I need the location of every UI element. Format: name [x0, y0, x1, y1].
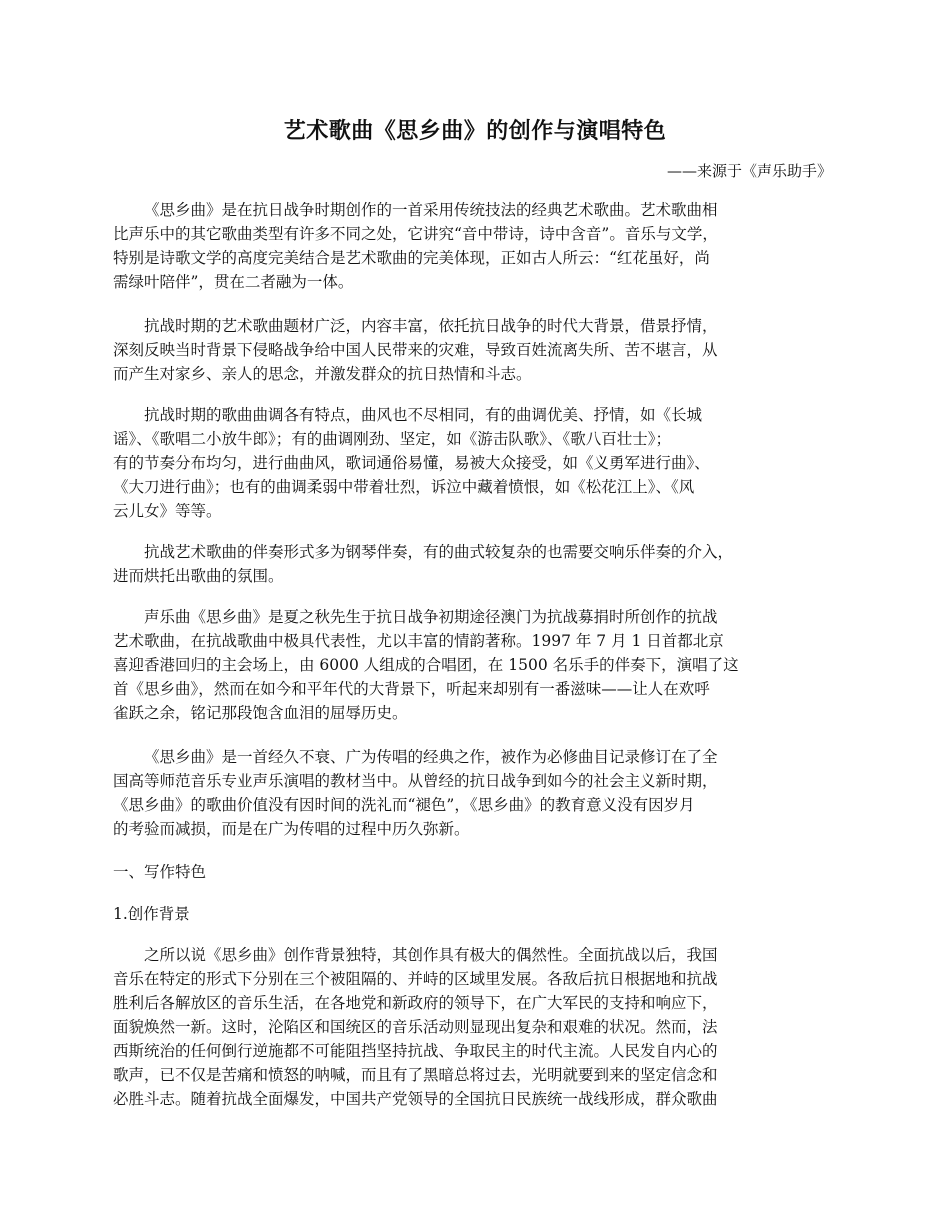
- paragraph-line: 抗战艺术歌曲的伴奏形式多为钢琴伴奏，有的曲式较复杂的也需要交响乐伴奏的介入，: [144, 543, 734, 561]
- paragraph-line: 特别是诗歌文学的高度完美结合是艺术歌曲的完美体现，正如古人所云：“红花虽好，尚: [113, 249, 710, 267]
- paragraph-4: [113, 540, 848, 588]
- paragraph-5: [113, 605, 848, 725]
- paragraph-line: 首《思乡曲》，然而在如今和平年代的大背景下，听起来却别有一番滋味——让人在欢呼: [113, 680, 710, 698]
- paragraph-line: 歌声，已不仅是苦痛和愤怒的呐喊，而且有了黑暗总将过去，光明就要到来的坚定信念和: [113, 1066, 718, 1084]
- paragraph-1: [113, 198, 848, 294]
- paragraph-line: 云儿女》等等。: [113, 502, 222, 520]
- paragraph-line: 有的节奏分布均匀，进行曲曲风，歌词通俗易懂，易被大众接受，如《义勇军进行曲》、: [113, 454, 710, 472]
- paragraph-line: 需绿叶陪伴”，贯在二者融为一体。: [113, 273, 354, 291]
- paragraph-line: 而产生对家乡、亲人的思念，并激发群众的抗日热情和斗志。: [113, 365, 532, 383]
- paragraph-6: [113, 745, 848, 841]
- paragraph-line: 音乐在特定的形式下分别在三个被阻隔的、并峙的区域里发展。各敌后抗日根据地和抗战: [113, 970, 718, 988]
- paragraph-2: [113, 314, 848, 386]
- document-title: 艺术歌曲《思乡曲》的创作与演唱特色: [283, 119, 667, 144]
- paragraph-line: 西斯统治的任何倒行逆施都不可能阻挡坚持抗战、争取民主的时代主流。人民发自内心的: [113, 1042, 718, 1060]
- source-attribution: ——来源于《声乐助手》: [666, 162, 832, 180]
- paragraph-line: 雀跃之余，铭记那段饱含血泪的屈辱历史。: [113, 704, 408, 722]
- paragraph-line: 胜利后各解放区的音乐生活，在各地党和新政府的领导下，在广大军民的支持和响应下，: [113, 994, 718, 1012]
- paragraph-line: 《思乡曲》的歌曲价值没有因时间的洗礼而“褪色”，《思乡曲》的教育意义没有因岁月: [113, 796, 695, 814]
- paragraph-line: 艺术歌曲，在抗战歌曲中极具代表性，尤以丰富的情韵著称。1997 年 7 月 1 日首都北京: [113, 632, 724, 650]
- paragraph-7: [113, 943, 848, 1111]
- paragraph-line: 声乐曲《思乡曲》是夏之秋先生于抗日战争初期途径澳门为抗战募捐时所创作的抗战: [144, 608, 718, 626]
- paragraph-line: 比声乐中的其它歌曲类型有许多不同之处，它讲究“音中带诗，诗中含音”。音乐与文学，: [113, 225, 718, 243]
- paragraph-line: 抗战时期的歌曲曲调各有特点，曲风也不尽相同，有的曲调优美、抒情，如《长城: [144, 406, 703, 424]
- paragraph-line: 喜迎香港回归的主会场上，由 6000 人组成的合唱团，在 1500 名乐手的伴奏下，演唱了这: [113, 656, 739, 674]
- paragraph-line: 进而烘托出歌曲的氛围。: [113, 567, 284, 585]
- section-heading: 一、写作特色: [113, 863, 207, 881]
- paragraph-line: 国高等师范音乐专业声乐演唱的教材当中。从曾经的抗日战争到如今的社会主义新时期，: [113, 772, 718, 790]
- paragraph-3: [113, 403, 848, 523]
- paragraph-line: 面貌焕然一新。这时，沦陷区和国统区的音乐活动则显现出复杂和艰难的状况。然而，法: [113, 1018, 718, 1036]
- paragraph-line: 《大刀进行曲》；也有的曲调柔弱中带着壮烈，诉泣中藏着愤恨，如《松花江上》、《风: [113, 478, 695, 496]
- paragraph-line: 深刻反映当时背景下侵略战争给中国人民带来的灾难，导致百姓流离失所、苦不堪言，从: [113, 341, 718, 359]
- subsection-heading: 1.创作背景: [113, 905, 190, 923]
- paragraph-line: 必胜斗志。随着抗战全面爆发，中国共产党领导的全国抗日民族统一战线形成，群众歌曲: [113, 1090, 718, 1108]
- paragraph-line: 《思乡曲》是一首经久不衰、广为传唱的经典之作，被作为必修曲目记录修订在了全: [144, 748, 718, 766]
- paragraph-line: 之所以说《思乡曲》创作背景独特，其创作具有极大的偶然性。全面抗战以后，我国: [144, 946, 718, 964]
- paragraph-line: 的考验而减损，而是在广为传唱的过程中历久弥新。: [113, 820, 470, 838]
- paragraph-line: 《思乡曲》是在抗日战争时期创作的一首采用传统技法的经典艺术歌曲。艺术歌曲相: [144, 201, 718, 219]
- paragraph-line: 谣》、《歌唱二小放牛郎》；有的曲调刚劲、坚定，如《游击队歌》、《歌八百壮士》；: [113, 430, 672, 448]
- paragraph-line: 抗战时期的艺术歌曲题材广泛，内容丰富，依托抗日战争的时代大背景，借景抒情，: [144, 317, 718, 335]
